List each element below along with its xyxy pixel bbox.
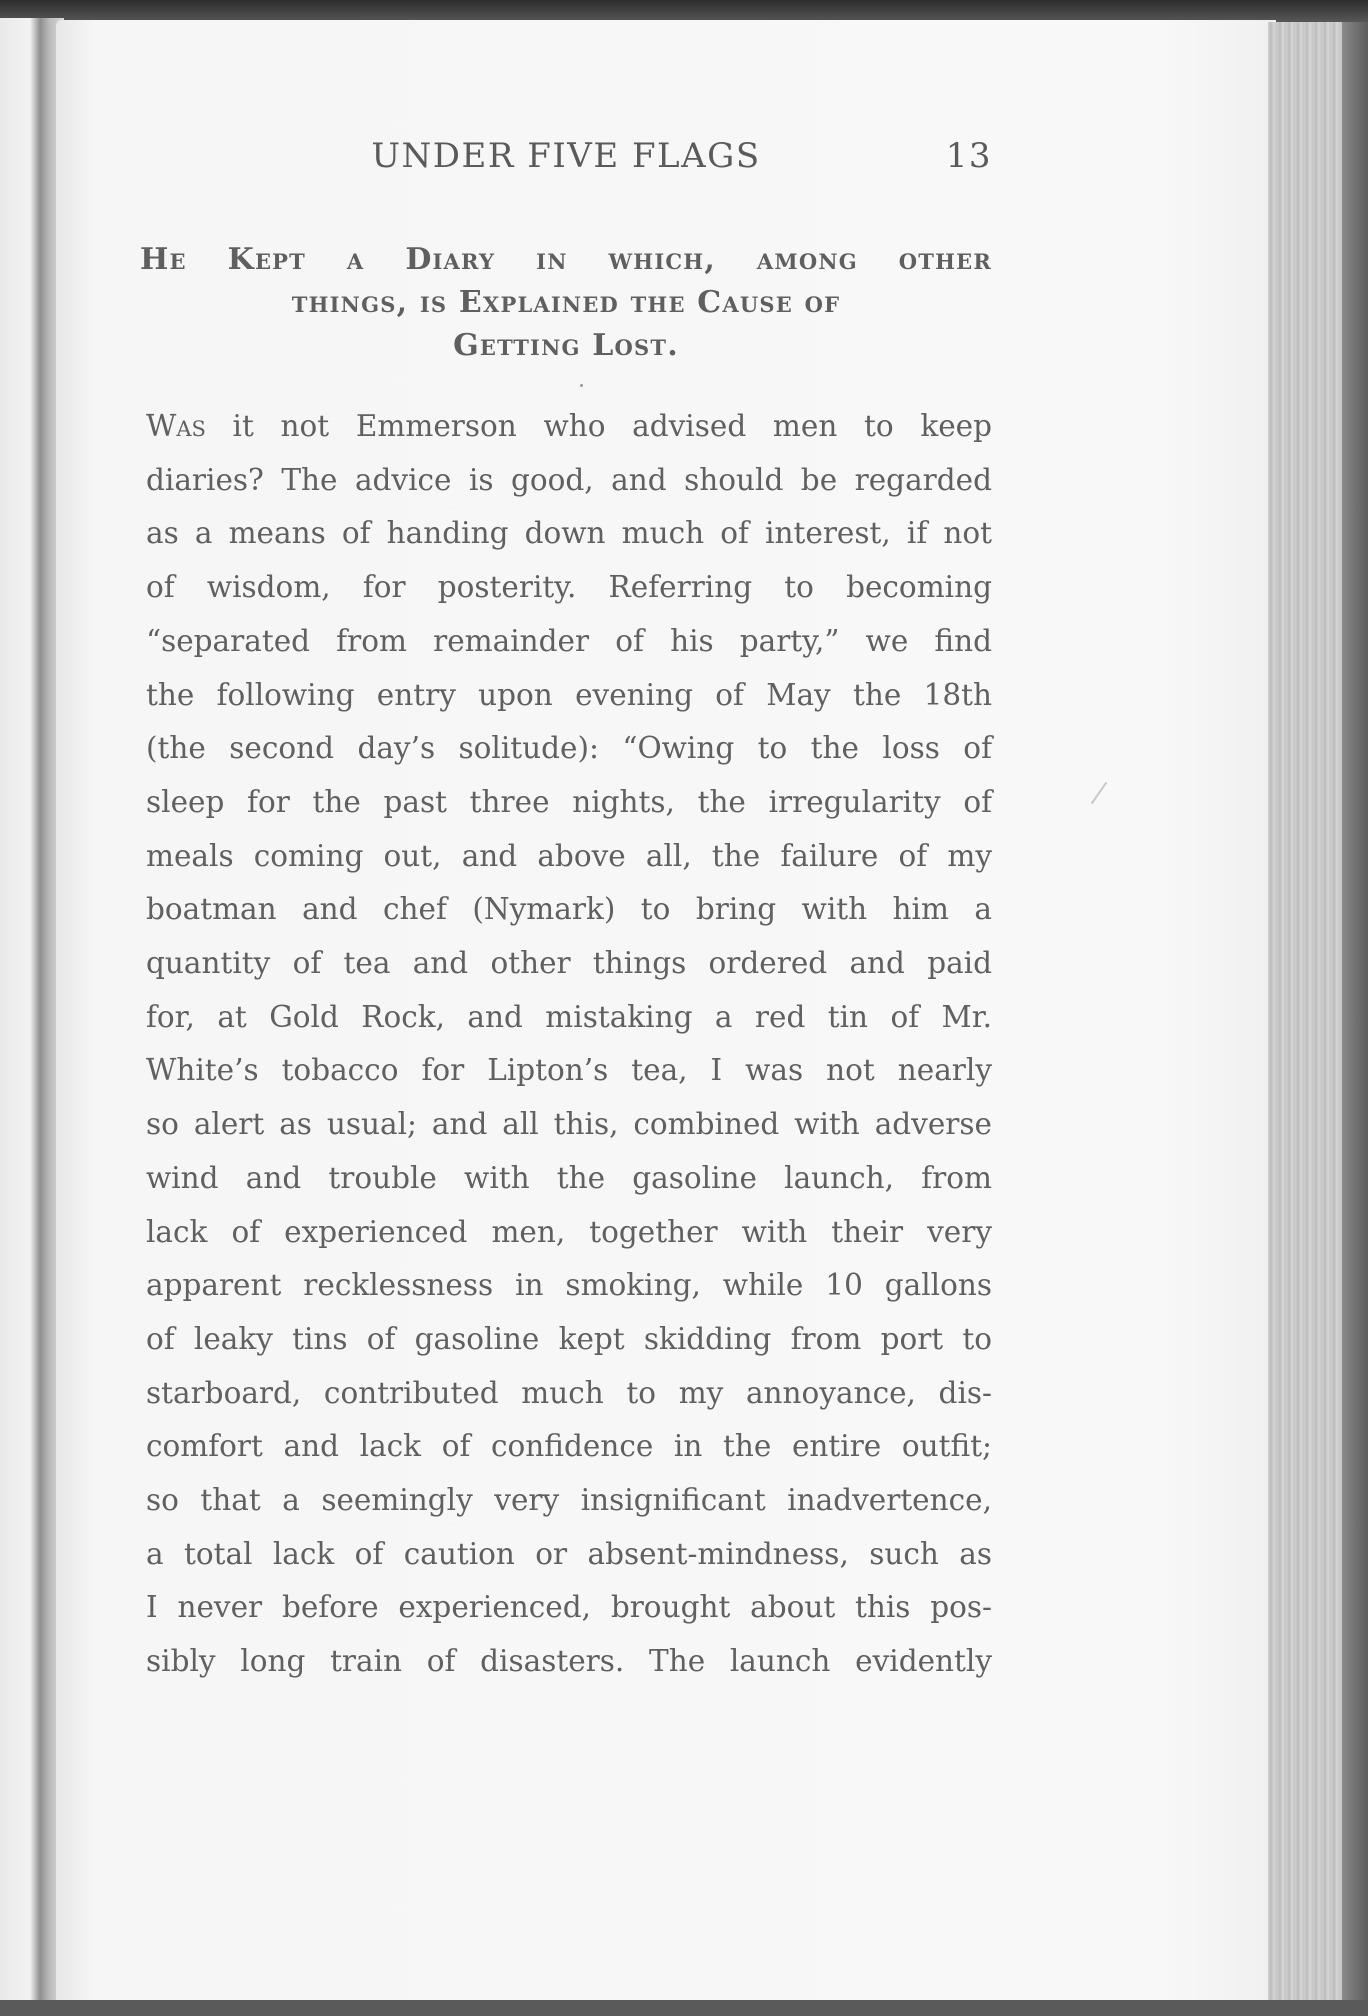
running-head bbox=[140, 136, 992, 186]
text-line: White’s tobacco for Lipton’s tea, I was not nearly bbox=[146, 1053, 992, 1088]
text-line: lack of experienced men, together with their very bbox=[146, 1214, 992, 1249]
chapter-heading-line: things, is Explained the Cause of bbox=[291, 285, 841, 320]
text-line: comfort and lack of confidence in the entire outfit; bbox=[146, 1429, 992, 1464]
text-line: diaries? The advice is good, and should be regarded bbox=[146, 462, 992, 497]
text-line: of wisdom, for posterity. Referring to becoming bbox=[146, 570, 992, 605]
page-number: 13 bbox=[945, 136, 992, 176]
text-line: meals coming out, and above all, the failure of my bbox=[146, 838, 992, 873]
text-line: apparent recklessness in smoking, while 10 gallons bbox=[146, 1268, 992, 1303]
text-line: I never before experienced, brought about this pos- bbox=[146, 1590, 992, 1625]
text-line: so that a seemingly very insignificant inadvertence, bbox=[146, 1483, 992, 1518]
left-page-edge bbox=[0, 18, 64, 2008]
page-edges bbox=[1268, 22, 1368, 2012]
text-line: the following entry upon evening of May the 18th bbox=[146, 677, 992, 712]
text-line: “separated from remainder of his party,” we find bbox=[146, 623, 992, 658]
text-line: for, at Gold Rock, and mistaking a red tin of Mr. bbox=[146, 999, 992, 1034]
chapter-heading-line: Getting Lost. bbox=[453, 328, 679, 363]
text-line: starboard, contributed much to my annoyance, dis- bbox=[146, 1375, 992, 1410]
text-line: wind and trouble with the gasoline launch, from bbox=[146, 1160, 992, 1195]
text-line: of leaky tins of gasoline kept skidding from port to bbox=[146, 1321, 992, 1356]
text-line-rest: it not Emmerson who advised men to keep bbox=[205, 409, 992, 443]
text-line: as a means of handing down much of interest, if not bbox=[146, 516, 992, 551]
text-line: so alert as usual; and all this, combined with adverse bbox=[146, 1107, 992, 1142]
text-line: boatman and chef (Nymark) to bring with him a bbox=[146, 892, 992, 927]
bottom-shadow bbox=[0, 2000, 1368, 2016]
text-line: (the second day’s solitude): “Owing to the loss of bbox=[146, 731, 992, 766]
drop-word: Was bbox=[146, 409, 206, 443]
body-paragraph bbox=[146, 400, 992, 1689]
chapter-heading-line: He Kept a Diary in which, among other bbox=[140, 242, 992, 277]
print-speck bbox=[580, 384, 583, 387]
chapter-heading bbox=[140, 238, 992, 367]
text-line: sleep for the past three nights, the irregularity of bbox=[146, 784, 992, 819]
text-line: quantity of tea and other things ordered and paid bbox=[146, 946, 992, 981]
text-line: a total lack of caution or absent-mindness, such as bbox=[146, 1536, 992, 1571]
running-title: UNDER FIVE FLAGS bbox=[371, 136, 761, 176]
text-line bbox=[146, 400, 992, 454]
text-line: sibly long train of disasters. The launch evidently bbox=[146, 1644, 992, 1679]
